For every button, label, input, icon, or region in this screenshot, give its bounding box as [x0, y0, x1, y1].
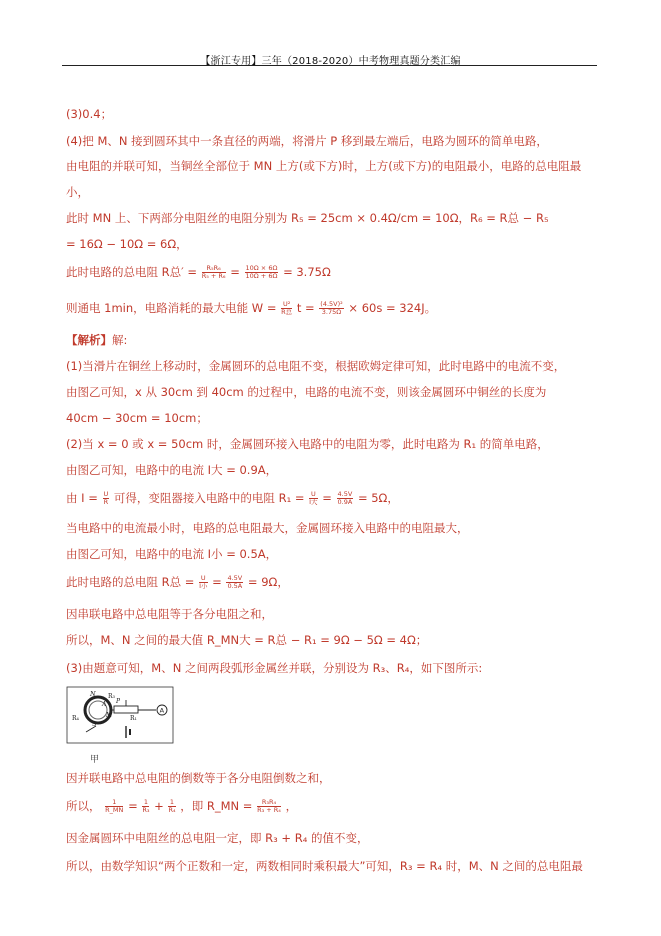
- formula-text: =: [322, 491, 332, 505]
- answer-part-4-line-5: = 16Ω − 10Ω = 6Ω，: [66, 237, 188, 251]
- formula-text: 由 I =: [66, 491, 98, 505]
- answer-part-4-line-3: 小，: [66, 185, 89, 199]
- answer-part-4-formula-energy: [66, 300, 436, 316]
- analysis-2-line-5: 由图乙可知，电路中的电流 I小 = 0.5A，: [66, 547, 278, 561]
- header-rule: [62, 65, 597, 66]
- formula-text: t =: [296, 301, 315, 315]
- analysis-1-line-3: 40cm − 30cm = 10cm；: [66, 411, 208, 425]
- analysis-2-line-2: 由图乙可知，电路中的电流 I大 = 0.9A，: [66, 463, 278, 477]
- formula-text: 所以，: [66, 799, 101, 813]
- formula-text: 此时电路的总电阻 R总 =: [66, 575, 195, 589]
- formula-text: =: [212, 575, 222, 589]
- formula-text: = 9Ω，: [247, 575, 289, 589]
- analysis-heading: [66, 332, 127, 348]
- formula-text: 此时电路的总电阻 R总′ =: [66, 265, 198, 279]
- fraction: $\frac{1}{\text{R₄}}$: [168, 798, 176, 814]
- fraction: $\frac{1}{R\_MN}$: [105, 798, 124, 814]
- analysis-2-formula-total: [66, 574, 289, 590]
- fraction: $\frac{4.5V}{0.9A}$: [337, 490, 353, 506]
- formula-text: +: [154, 799, 164, 813]
- fraction: $\frac{1}{\text{R₃}}$: [142, 798, 150, 814]
- fraction: $\frac{\text{U²}}{\text{R总}}$: [281, 300, 293, 316]
- fraction: $\frac{10\Omega \times 6\Omega}{10\Omega + 6\Omega}$: [245, 264, 278, 280]
- answer-part-3: (3)0.4；: [66, 107, 113, 121]
- rheostat-r1: [114, 706, 138, 713]
- formula-text: =: [128, 799, 138, 813]
- answer-part-4-line-4: 此时 MN 上、下两部分电阻丝的电阻分别为 R₅ = 25cm × 0.4Ω/cm = 10Ω，R₆ = R总 − R₅: [66, 211, 549, 225]
- analysis-1-line-2: 由图乙可知，x 从 30cm 到 40cm 的过程中，电路的电流不变，则该金属圆环中铜丝的长度为: [66, 385, 547, 399]
- analysis-3-formula-parallel: [66, 798, 297, 814]
- analysis-1-line-1: (1)当滑片在铜丝上移动时，金属圆环的总电阻不变，根据欧姆定律可知，此时电路中的电流不变，: [66, 359, 566, 373]
- label-n: N: [90, 690, 96, 698]
- analysis-3-line-4: 因金属圆环中电阻丝的总电阻一定，即 R₃ + R₄ 的值不变，: [66, 831, 369, 845]
- label-p: P: [116, 698, 121, 705]
- page-header: 【浙江专用】三年（2018-2020）中考物理真题分类汇编: [200, 56, 461, 67]
- analysis-2-line-1: (2)当 x = 0 或 x = 50cm 时，金属圆环接入电路中的电阻为零，此时电路为 R₁ 的简单电路，: [66, 437, 549, 451]
- answer-part-4-formula-total-resistance: [66, 264, 331, 280]
- label-r3: R₃: [108, 693, 115, 700]
- figure-label: 甲: [90, 755, 100, 765]
- formula-text: ，: [285, 799, 298, 813]
- formula-text: = 3.75Ω: [283, 265, 331, 279]
- fraction: $\frac{U}{R}$: [103, 490, 109, 506]
- label-r1: R₁: [130, 715, 137, 722]
- analysis-3-line-2: 因并联电路中总电阻的倒数等于各分电阻倒数之和，: [66, 771, 331, 785]
- analysis-2-line-7: 因串联电路中总电阻等于各分电阻之和，: [66, 607, 273, 621]
- formula-text: = 5Ω，: [357, 491, 399, 505]
- analysis-2-line-8: 所以，M、N 之间的最大值 R_MN大 = R总 − R₁ = 9Ω − 5Ω = 4Ω；: [66, 633, 428, 647]
- analysis-2-line-4: 当电路中的电流最小时，电路的总电阻最大，金属圆环接入电路中的电阻最大，: [66, 521, 469, 535]
- fraction: $\frac{U}{\text{I小}}$: [199, 574, 208, 590]
- label-a: A: [102, 701, 107, 708]
- label-s: S: [92, 721, 97, 728]
- formula-text: 则通电 1min，电路消耗的最大电能 W =: [66, 301, 277, 315]
- formula-text: × 60s = 324J。: [348, 301, 437, 315]
- circuit-diagram: [66, 686, 176, 744]
- analysis-3-line-5: 所以，由数学知识“两个正数和一定，两数相同时乘积最大”可知，R₃ = R₄ 时，M、N 之间的总电阻最: [66, 859, 583, 873]
- label-r4: R₄: [72, 715, 79, 722]
- analysis-tag-post: 解:: [112, 333, 128, 347]
- fraction: $\frac{U}{\text{I大}}$: [309, 490, 318, 506]
- fraction: $\frac{\text{R₃R₄}}{\text{R₃ + R₄}}$: [257, 798, 281, 814]
- analysis-2-formula-r1: [66, 490, 399, 506]
- fraction: $\frac{\text{R₅R₆}}{\text{R₅ + R₆}}$: [201, 264, 226, 280]
- analysis-3-line-1: (3)由题意可知，M、N 之间两段弧形金属丝并联，分别设为 R₃、R₄，如下图所示:: [66, 661, 483, 675]
- formula-text: 可得，变阻器接入电路中的电阻 R₁ =: [113, 491, 305, 505]
- fraction: $\frac{4.5V}{0.5A}$: [227, 574, 243, 590]
- ammeter-label: A: [159, 706, 165, 715]
- label-m: M: [106, 712, 113, 719]
- answer-part-4-line-2: 由电阻的并联可知，当铜丝全部位于 MN 上方(或下方)时，上方(或下方)的电阻最小，电路的总电阻最: [66, 159, 582, 173]
- fraction: $\frac{\text{(4.5V)²}}{3.75\Omega}$: [320, 300, 343, 316]
- formula-text: =: [230, 265, 240, 279]
- circuit-wire-frame: [67, 687, 173, 743]
- answer-part-4-line-1: (4)把 M、N 接到圆环其中一条直径的两端，将滑片 P 移到最左端后，电路为圆环的简单电路，: [66, 134, 548, 148]
- formula-text: ，即 R_MN =: [180, 799, 253, 813]
- analysis-tag: 【解析】: [66, 333, 112, 347]
